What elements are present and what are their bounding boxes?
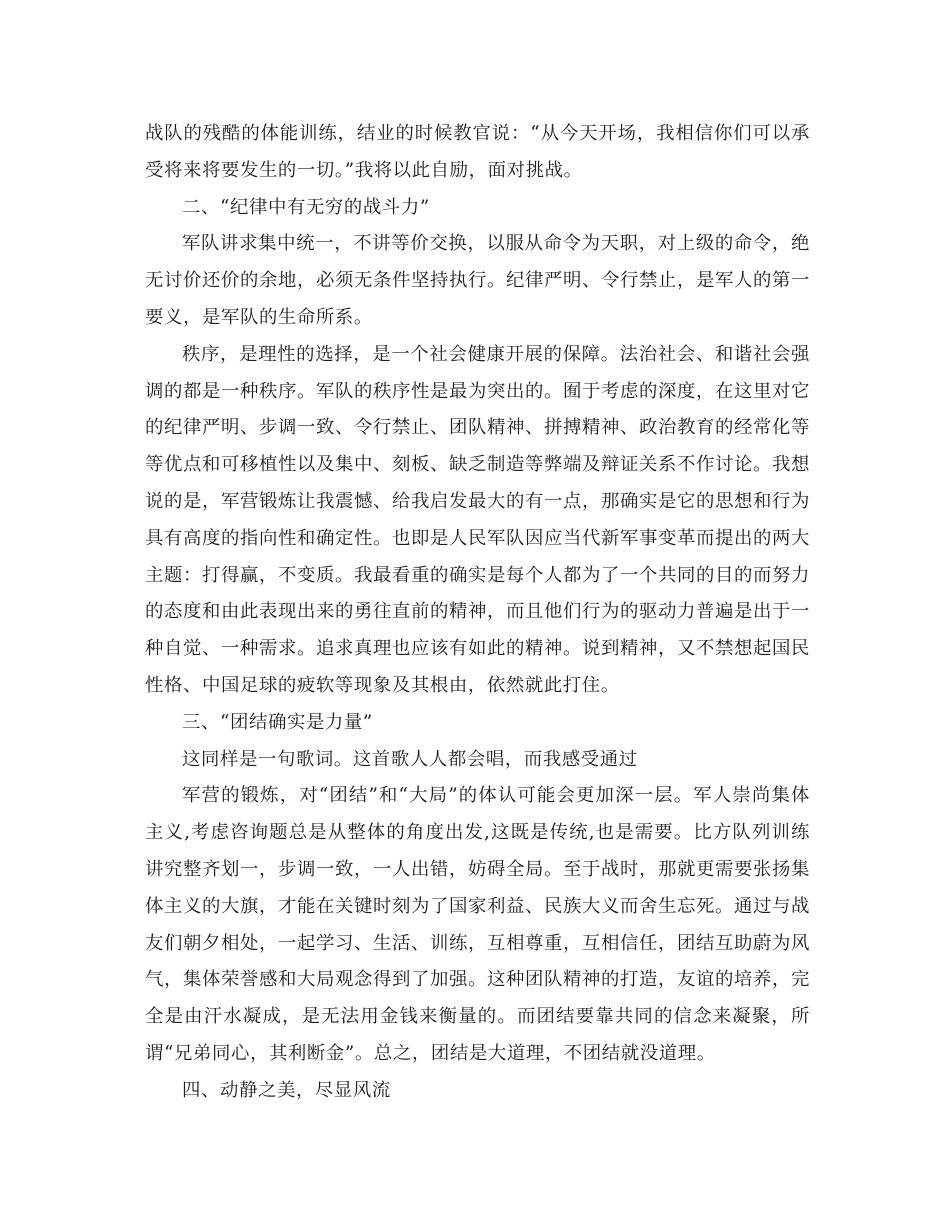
section-heading-4: 四、动静之美，尽显风流 <box>182 1079 391 1101</box>
section-heading-3: 三、“团结确实是力量” <box>182 711 373 733</box>
document-body <box>145 116 810 1110</box>
paragraph-order: 秩序，是理性的选择，是一个社会健康开展的保障。法治社会、和谐社会强调的都是一种秩序。军队的秩序性是最为突出的。囿于考虑的深度，在这里对它的纪律严明、步调一致、令行禁止、团队精神、拼搏精神、政治教育的经常化等等优点和可移植性以及集中、刻板、缺乏制造等弊端及辩证关系不作讨论。我想说的是，军营锻炼让我震憾、给我启发最大的有一点，那确实是它的思想和行为具有高度的指向性和确定性。也即是人民军队因应当代新军事变革而提出的两大主题：打得赢，不变质。我最看重的确实是每个人都为了一个共同的目的而努力的态度和由此表现出来的勇往直前的精神，而且他们行为的驱动力普遍是出于一种自觉、一种需求。追求真理也应该有如此的精神。说到精神，又不禁想起国民性格、中国足球的疲软等现象及其根由，依然就此打住。 <box>145 343 810 696</box>
section-heading-2: 二、“纪律中有无穷的战斗力” <box>182 196 430 218</box>
paragraph-song: 这同样是一句歌词。这首歌人人都会唱，而我感受通过 <box>182 748 638 770</box>
paragraph-continuation: 战队的残酷的体能训练，结业的时候教官说：“从今天开场，我相信你们可以承受将来将要发生的一切。”我将以此自励，面对挑战。 <box>145 123 810 181</box>
paragraph-discipline: 军队讲求集中统一，不讲等价交换，以服从命令为天职，对上级的命令，绝无讨价还价的余地，必须无条件坚持执行。纪律严明、令行禁止，是军人的第一要义，是军队的生命所系。 <box>145 233 810 328</box>
paragraph-unity: 军营的锻炼，对“团结”和“大局”的体认可能会更加深一层。军人崇尚集体主义,考虑咨询题总是从整体的角度出发,这既是传统,也是需要。比方队列训练讲究整齐划一，步调一致，一人出错，妨碍全局。至于战时，那就更需要张扬集体主义的大旗，才能在关键时刻为了国家利益、民族大义而舍生忘死。通过与战友们朝夕相处，一起学习、生活、训练，互相尊重，互相信任，团结互助蔚为风气，集体荣誉感和大局观念得到了加强。这种团队精神的打造，友谊的培养，完全是由汗水凝成，是无法用金钱来衡量的。而团结要靠共同的信念来凝聚，所谓“兄弟同心，其利断金”。总之，团结是大道理，不团结就没道理。 <box>145 785 810 1064</box>
